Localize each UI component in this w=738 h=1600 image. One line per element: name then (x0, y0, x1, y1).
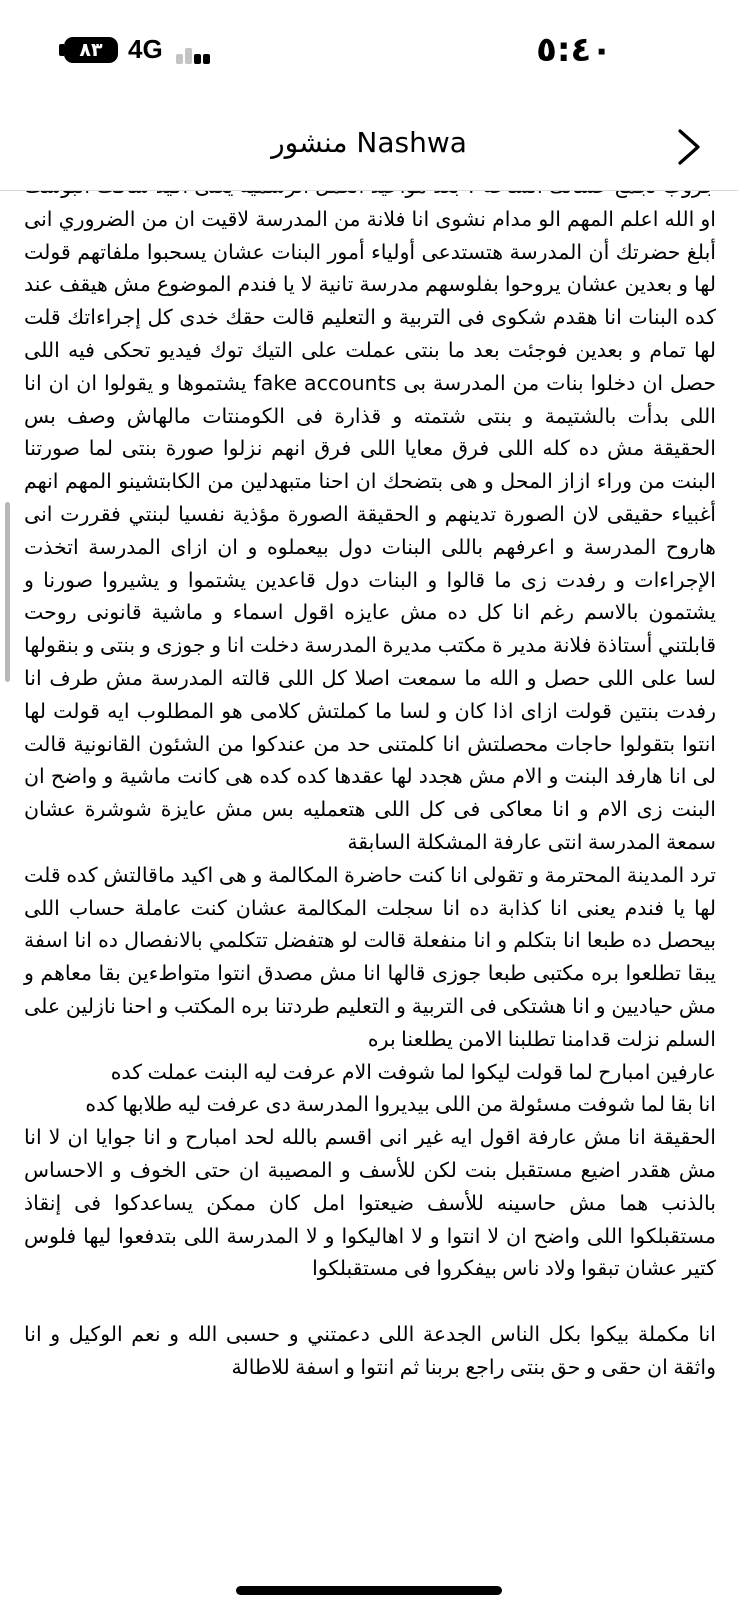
back-button[interactable] (672, 124, 712, 170)
status-bar (0, 0, 738, 100)
battery-level: ٨٣ (79, 39, 103, 61)
post-text: او الله اعلم المهم الو مدام نشوى انا فلانة من المدرسة لاقيت ان من الضروري انى أبلغ حضرتك أن المدرسة هتستدعى أولياء أمور البنات عشان يسحبوا ملفاتهم قولت لها و بعدين عشان يروحوا بفلوسهم مدرسة تانية لا يا فندم الموضوع مش هيقف عند كده البنات انا هقدم شكوى فى التربية و التعليم قالت حقك خدى كل إجراءاتك قلت لها تمام و بعدين فوجئت بعد ما بنتى عملت على التيك توك فيديو تحكى فيه اللى حصل ان دخلوا بنات من المدرسة بى fake accounts يشتموها و يقولوا ان ان انا اللى بدأت بالشتيمة و بنتى شتمته و قذارة فى الكومنتات مالهاش وصف بس الحقيقة مش ده كله اللى فرق معايا اللى فرق انهم نزلوا صورة بنتى لما صورتنا البنت من وراء ازاز المحل و هى بتضحك ان احنا متبهدلين من الكابتشينو المهم انهم أغبياء حقيقى لان الصورة تدينهم و الحقيقة الصورة مؤذية نفسيا لبنتي فقررت انى هاروح المدرسة و اعرفهم باللى البنات دول بيعملوه و ان ازاى المدرسة اتخذت الإجراءات و رفدت زى ما قالوا و البنات دول قاعدين يشتموا و يشيروا صورنا و يشتمون بالاسم رغم انا كل ده مش عايزه اقول اسماء و ماشية قانونى روحت قابلتني أستاذة فلانة مدير ة مكتب مديرة المدرسة دخلت انا و جوزى و بنتى و بنقولها لسا على اللى حصل و الله ما سمعت اصلا كل اللى قالته المدرسة مش طرف انا رفدت بنتين قولت ازاى اذا كان و لسا ما كملتش كلامى هو المطلوب ايه قولت لها انتوا بتقولوا حاجات محصلتش انا كلمتنى حد من عندكوا من الشئون القانونية قالت لى انا هارفد البنت و الام مش هجدد لها عقدها كده كده هى كانت ماشية و واضح ان البنت زى الام و انا معاكى فى كل اللى هتعمليه بس مش عايزة شوشرة عشان سمعة المدرسة انتى عارفة المشكلة السابقة ترد المدينة المحترمة و تقولى انا كنت حاضرة المكالمة و هى اكيد ماقالتش كده قلت لها يا فندم يعنى انا كذابة ده انا سجلت المكالمة عشان كنت عاملة حساب اللى بيحصل ده طبعا انا بتكلم و انا منفعلة قالت لو هتفضل تتكلمي بالانفصال ده انا اسفة يبقا تطلعوا بره مكتبى طبعا جوزى قالها انا مش مصدق انتوا متواطءين بقا معاهم و مش حياديين و انا هشتكى فى التربية و التعليم طردتنا بره المكتب و احنا نازلين على السلم نزلت قدامنا تطلبنا الامن يطلعنا بره عارفين امبارح لما قولت ليكوا لما شوفت الام عرفت ليه البنت عملت كده انا بقا لما شوفت مسئولة من اللى بيديروا المدرسة دى عرفت ليه طلابها كده الحقيقة انا مش عارفة اقول ايه غير انى اقسم بالله لحد امبارح و انا جوايا ان لا انا مش هقدر اضيع مستقبل بنت لكن للأسف و المصيبة ان حتى الخوف و الاحساس بالذنب هما مش حاسينه للأسف ضيعتوا امل كان ممكن يساعدكوا فى إنقاذ مستقبلكوا اللى واضح ان لا انتوا و لا اهاليكوا و لا المدرسة اللى بتدفعوا ليها فلوس كتير عشان تبقوا ولاد ناس بيفكروا فى مستقبلكوا انا مكملة بيكوا بكل الناس الجدعة اللى دعمتني و حسبى الله و نعم الوكيل و انا واثقة ان حقى و حق بنتى راجع بربنا ثم انتوا و اسفة للاطالة (24, 206, 716, 1379)
signal-icon (176, 38, 216, 64)
clock: ٥:٤٠ (536, 30, 612, 70)
battery-icon (64, 37, 118, 63)
navigation-bar (0, 100, 738, 191)
scroll-indicator[interactable] (5, 502, 10, 682)
signal-bar (203, 54, 210, 64)
network-type: 4G (128, 34, 163, 64)
signal-bar (185, 48, 192, 64)
signal-bar (176, 54, 183, 64)
signal-bar (194, 54, 201, 64)
page-title: منشور Nashwa (271, 126, 467, 159)
chevron-right-icon (672, 124, 712, 170)
post-content[interactable] (0, 190, 738, 1600)
home-indicator[interactable] (236, 1586, 502, 1595)
